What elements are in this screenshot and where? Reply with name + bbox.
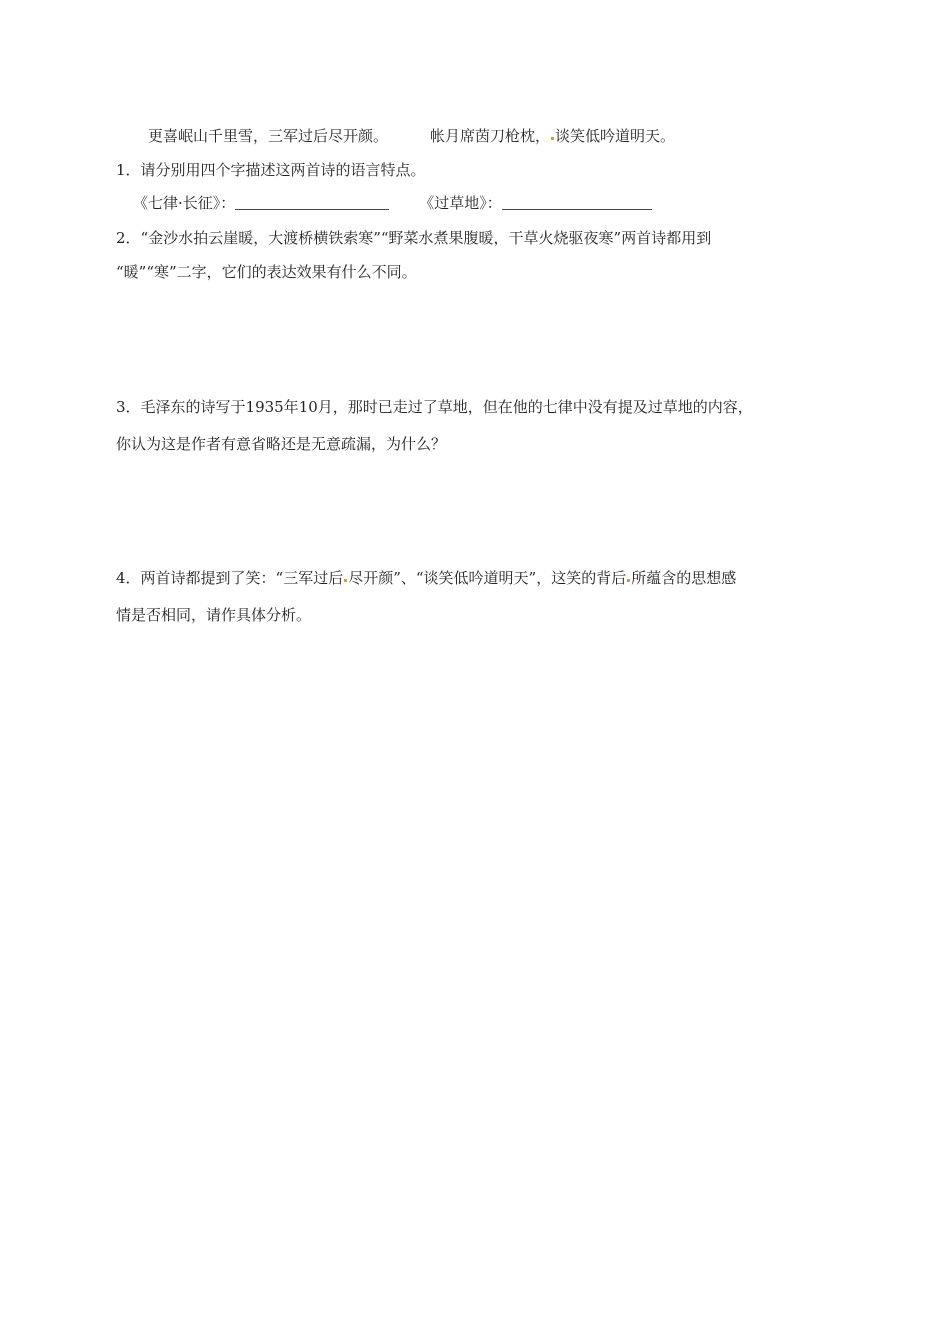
question-4-part-c: 所蕴含的思想感 — [631, 569, 737, 587]
question-4-line-1 — [116, 568, 736, 588]
poem-lines — [148, 126, 675, 146]
question-2-line-1: 2．“金沙水拍云崖暖，大渡桥横铁索寒”“野菜水煮果腹暖，干草火烧驱夜寒”两首诗都用到 — [116, 229, 712, 247]
question-2-line-2: “暖”“寒”二字，它们的表达效果有什么不同。 — [116, 263, 417, 281]
question-1-answers — [133, 193, 652, 213]
question-4-part-a: 4．两首诗都提到了笑：“三军过后 — [116, 569, 344, 587]
answer-blank-guocaodi[interactable] — [502, 195, 652, 210]
question-3-line-2: 你认为这是作者有意省略还是无意疏漏，为什么？ — [116, 435, 447, 453]
poem-line-right-b: 谈笑低吟道明天。 — [555, 127, 676, 145]
question-3-line-1: 3．毛泽东的诗写于1935年10月，那时已走过了草地，但在他的七律中没有提及过草地的内容， — [116, 398, 753, 416]
poem-line-left: 更喜岷山千里雪，三军过后尽开颜。 — [148, 127, 389, 145]
edit-mark — [627, 579, 630, 582]
question-1: 1．请分别用四个字描述这两首诗的语言特点。 — [116, 161, 426, 179]
answer-label-changzheng: 《七律·长征》： — [133, 194, 236, 212]
question-4-line-2: 情是否相同，请作具体分析。 — [116, 606, 312, 624]
answer-label-guocaodi: 《过草地》： — [419, 194, 502, 212]
edit-mark — [344, 579, 347, 582]
question-4-part-b: 尽开颜”、“谈笑低吟道明天”，这笑的背后 — [348, 569, 627, 587]
answer-blank-changzheng[interactable] — [235, 195, 389, 210]
poem-line-right-a: 帐月席茵刀枪枕， — [430, 127, 551, 145]
edit-mark — [551, 137, 554, 140]
